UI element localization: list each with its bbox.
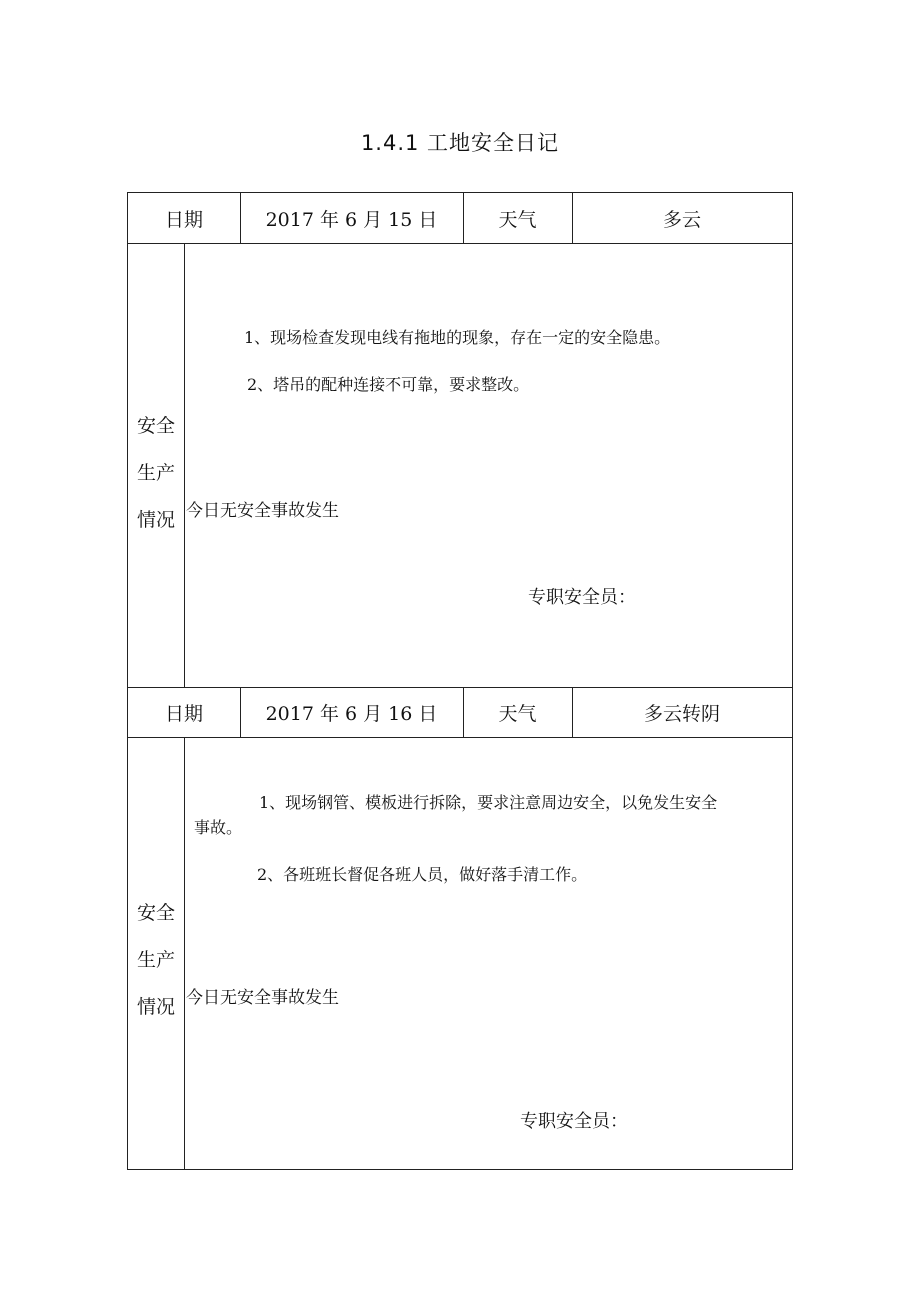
accident-note: 今日无安全事故发生	[186, 501, 339, 521]
inspection-item: 1、现场检查发现电线有拖地的现象，存在一定的安全隐患。	[244, 328, 671, 347]
section-label-line: 情况	[136, 996, 175, 1018]
safety-officer-signature: 专职安全员：	[528, 587, 636, 608]
inspection-item: 2、塔吊的配种连接不可靠，要求整改。	[247, 375, 530, 394]
section-label	[128, 403, 184, 544]
section-label-line: 生产	[136, 949, 175, 971]
section-label-line: 安全	[136, 902, 175, 924]
inspection-item: 2、各班班长督促各班人员，做好落手清工作。	[257, 865, 588, 884]
accident-note: 今日无安全事故发生	[186, 988, 339, 1008]
weather-label: 天气	[498, 702, 537, 725]
inspection-item-continued: 事故。	[194, 818, 243, 837]
weather-value: 多云转阴	[643, 702, 720, 725]
date-label: 日期	[164, 702, 203, 725]
section-label-line: 生产	[136, 462, 175, 484]
date-label: 日期	[164, 208, 203, 231]
weather-label: 天气	[498, 208, 537, 231]
weather-value: 多云	[662, 208, 701, 231]
date-value: 2017 年 6 月 16 日	[265, 702, 438, 725]
section-label	[128, 890, 184, 1031]
page-title: 1.4.1 工地安全日记	[360, 131, 560, 155]
safety-officer-signature: 专职安全员：	[520, 1111, 628, 1132]
section-label-line: 安全	[136, 415, 175, 437]
date-value: 2017 年 6 月 15 日	[265, 208, 438, 231]
safety-diary-table	[127, 192, 793, 1170]
section-label-line: 情况	[136, 509, 175, 531]
inspection-item: 1、现场钢管、模板进行拆除，要求注意周边安全，以免发生安全	[259, 793, 718, 812]
